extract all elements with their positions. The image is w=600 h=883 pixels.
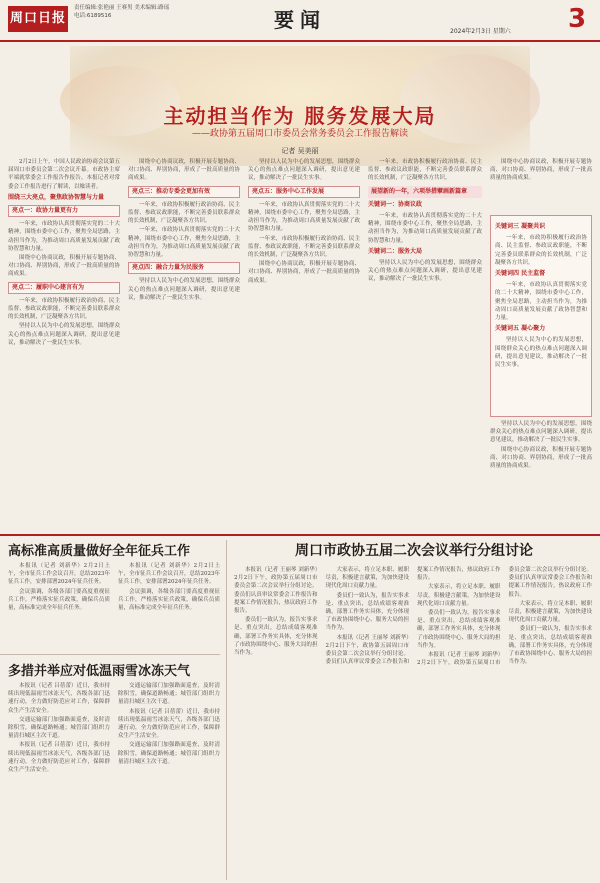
paragraph: 大家表示，将立足本职、履职尽责，积极建言献策，为加快建设现代化周口贡献力量。: [325, 567, 409, 590]
paragraph: 围绕中心协商议政，积极开展专题协商、对口协商、界别协商，形成了一批高质量的协商成果。: [128, 159, 240, 182]
paragraph: 一年来，市政协积极履行政治协商、民主监督、参政议政职能，不断完善委员联系群众的长效机制，广泛凝聚各方共识。: [128, 201, 240, 225]
paragraph: 一年来，市政协认真贯彻落实党的二十大精神，围绕市委中心工作，聚焦全局思路，主动担当作为，为推动周口高质量发展贡献了政协智慧和力量。: [248, 201, 360, 233]
section-heading: 亮点二：履职中心建言有为: [8, 282, 120, 294]
paragraph: 本报讯（记者 王丽琴 刘新华）2月2日下午，政协第五届周口市委员会第二次会议举行分组讨论。委员们认真审议常委会工作报告和提案工作情况报告，热议政府工作报告。: [234, 567, 318, 615]
paragraph: 委员们一致认为，报告实事求是、重点突出，总结成绩客观准确，部署工作务实具体，充分体现了市政协围绕中心、服务大局的担当作为。: [417, 610, 501, 649]
article-separator: [0, 654, 220, 655]
editors-line: 责任编辑:张艳丽 王赛男 美术编辑:路瑶: [74, 5, 170, 11]
paragraph: 围绕中心协商议政，积极开展专题协商、对口协商、界别协商，形成了一批高质量的协商成果。: [490, 159, 592, 182]
paragraph: 一年来，市政协积极履行政治协商、民主监督、参政议政职能，不断完善委员联系群众的长效机制，广泛凝聚各方共识。: [248, 235, 360, 259]
section-heading: 展望新的一年，六项举措擘画新篇章: [368, 186, 482, 198]
lead-lede: 2月2日上午，中国人民政治协商会议第五届周口市委员会第二次会议开幕。市政协主席平端就常委会工作报告作报告。本报记者对常委会工作报告进行了解读，以飨读者。: [8, 159, 120, 190]
keywords-box-content: [495, 220, 587, 412]
keyword-heading: 关键词二：服务大局: [368, 247, 423, 255]
editors-info: [74, 4, 169, 20]
paragraph: 坚持以人民为中心的发展思想，围绕群众关心的热点难点问题深入调研，提出意见建议，推动解决了一批民生实事。: [368, 260, 482, 283]
column-divider: [226, 540, 227, 880]
keyword-heading: 关键词五 凝心聚力: [495, 325, 546, 333]
paragraph: 交通运输部门加强路面巡查，及时清除积雪，确保道路畅通；城管部门组织力量清扫城区主次干道。: [118, 742, 220, 765]
paragraph: 大家表示，将立足本职、履职尽责，积极建言献策，为加快建设现代化周口贡献力量。: [508, 600, 592, 624]
paragraph: 会议强调，各级各部门要高度重视征兵工作，严格落实征兵政策，确保兵员质量，高标准完成全年征兵任务。: [8, 588, 110, 612]
paragraph: 坚持以人民为中心的发展思想，围绕群众关心的热点难点问题深入调研，提出意见建议，推动解决了一批民生实事。: [128, 278, 240, 301]
paragraph: 本报讯（记者 王丽琴 刘新华）2月2日下午，政协第五届周口市委员会第二次会议举行分组讨论。委员们认真审议常委会工作报告和提案工作情况报告，热议政府工作报告。: [417, 567, 592, 667]
paragraph: 委员们一致认为，报告实事求是、重点突出，总结成绩客观准确，部署工作务实具体，充分体现了市政协围绕中心、服务大局的担当作为。: [234, 617, 318, 657]
conscription-article-title: 高标准高质量做好全年征兵工作: [8, 544, 191, 559]
paragraph: 围绕中心协商议政，积极开展专题协商、对口协商、界别协商，形成了一批高质量的协商成果。: [490, 446, 592, 470]
lead-article-title: 主动担当作为 服务发展大局: [163, 104, 437, 128]
paragraph: 会议强调，各级各部门要高度重视征兵工作，严格落实征兵政策，确保兵员质量，高标准完成全年征兵任务。: [118, 588, 220, 612]
paragraph: 交通运输部门加强路面巡查，及时清除积雪，确保道路畅通；城管部门组织力量清扫城区主次干道。: [118, 683, 220, 706]
paragraph: 坚持以人民为中心的发展思想，围绕群众关心的热点难点问题深入调研，提出意见建议，推动解决了一批民生实事。: [490, 421, 592, 444]
date-line: 2024年2月3日 星期六: [450, 28, 511, 35]
paragraph: 交通运输部门加强路面巡查，及时清除积雪，确保道路畅通；城管部门组织力量清扫城区主次干道。: [8, 716, 110, 740]
cppcc-article-title: 周口市政协五届二次会议举行分组讨论: [295, 543, 533, 559]
paragraph: 坚持以人民为中心的发展思想，围绕群众关心的热点难点问题深入调研，提出意见建议，推动解决了一批民生实事。: [248, 159, 360, 182]
paragraph: 本报讯（记者 吕蓓蕾）近日，我市持续出现低温雨雪冰冻天气，各级各部门迅速行动，全力做好防范应对工作，保障群众生产生活安全。: [8, 742, 110, 774]
masthead-logo: 周口日报: [8, 6, 68, 32]
phone-line: 电话:6189516: [74, 13, 112, 19]
paragraph: 委员们一致认为，报告实事求是、重点突出，总结成绩客观准确，部署工作务实具体，充分体现了市政协围绕中心、服务大局的担当作为。: [508, 626, 592, 666]
page-number: 3: [568, 4, 587, 34]
paragraph: 大家表示，将立足本职、履职尽责，积极建言献策，为加快建设现代化周口贡献力量。: [417, 584, 501, 607]
paragraph: 本报讯（记者 刘新华）2月2日上午，全市征兵工作会议召开，总结2023年征兵工作，安排部署2024年征兵任务。: [8, 563, 110, 586]
cold-weather-article-body: [8, 682, 220, 878]
paragraph: 一年来，市政协积极履行政治协商、民主监督、参政议政职能，不断完善委员联系群众的长效机制，广泛凝聚各方共识。: [368, 159, 482, 182]
section-heading: 亮点一：政协力量更有力: [8, 205, 120, 217]
paragraph: 本报讯（记者 刘新华）2月2日上午，全市征兵工作会议召开，总结2023年征兵工作，安排部署2024年征兵任务。: [118, 563, 220, 586]
paragraph: 本报讯（记者 王丽琴 刘新华）2月2日下午，政协第五届周口市委员会第二次会议举行分组讨论。委员们认真审议常委会工作报告和提案工作情况报告，热议政府工作报告。: [325, 567, 501, 666]
paragraph: 坚持以人民为中心的发展思想，围绕群众关心的热点难点问题深入调研，提出意见建议，推动解决了一批民生实事。: [8, 323, 120, 346]
paragraph: 一年来，市政协认真贯彻落实党的二十大精神，围绕市委中心工作，聚焦全局思路，主动担当作为，为推动周口高质量发展贡献了政协智慧和力量。: [8, 221, 120, 252]
lead-column-3: [248, 158, 360, 530]
paragraph: 本报讯（记者 吕蓓蕾）近日，我市持续出现低温雨雪冰冻天气，各级各部门迅速行动，全力做好防范应对工作，保障群众生产生活安全。: [118, 708, 220, 740]
lead-column-1: [8, 158, 120, 530]
page-header: [0, 0, 600, 42]
conscription-article-body: [8, 562, 220, 650]
keywords-box: [490, 215, 592, 417]
paragraph: 一年来，市政协积极履行政治协商、民主监督、参政议政职能，不断完善委员联系群众的长效机制，广泛凝聚各方共识。: [8, 297, 120, 321]
section-heading: 亮点四：融合力量为民服务: [128, 262, 240, 274]
keyword-heading: 关键词三 凝聚共识: [495, 223, 546, 230]
lead-article-byline: 记者 吴美丽: [281, 147, 319, 155]
paragraph: 委员们一致认为，报告实事求是、重点突出，总结成绩客观准确，部署工作务实具体，充分体现了市政协围绕中心、服务大局的担当作为。: [325, 592, 409, 632]
paragraph: 围绕中心协商议政，积极开展专题协商、对口协商、界别协商，形成了一批高质量的协商成果。: [248, 261, 360, 284]
lead-article-subtitle: ——政协第五届周口市委员会常务委员会工作报告解读: [191, 129, 408, 139]
paragraph: 围绕中心协商议政，积极开展专题协商、对口协商、界别协商，形成了一批高质量的协商成果。: [8, 255, 120, 278]
paragraph: 坚持以人民为中心的发展思想，围绕群众关心的热点难点问题深入调研，提出意见建议，推动解决了一批民生实事。: [495, 337, 587, 369]
section-heading: 亮点五：服务中心工作发展: [248, 186, 360, 198]
paragraph: 一年来，市政协积极履行政治协商、民主监督、参政议政职能，不断完善委员联系群众的长效机制，广泛凝聚各方共识。: [495, 235, 587, 266]
paragraph: 本报讯（记者 吕蓓蕾）近日，我市持续出现低温雨雪冰冻天气，各级各部门迅速行动，全力做好防范应对工作，保障群众生产生活安全。: [8, 683, 110, 714]
cppcc-article-body: [234, 566, 592, 878]
paragraph: 一年来，市政协认真贯彻落实党的二十大精神，围绕市委中心工作，聚焦全局思路，主动担当作为，为推动周口高质量发展贡献了政协智慧和力量。: [128, 227, 240, 259]
keyword-heading: 关键词一：协商议政: [368, 200, 423, 208]
lead-column-5-bottom: [490, 420, 592, 530]
paragraph: 一年来，市政协认真贯彻落实党的二十大精神，围绕市委中心工作，聚焦全局思路，主动担当作为，为推动周口高质量发展贡献了政协智慧和力量。: [495, 282, 587, 322]
section-divider: [0, 534, 600, 536]
lead-column-2: [128, 158, 240, 530]
cold-weather-article-title: 多措并举应对低温雨雪冰冻天气: [8, 664, 191, 679]
lead-column-4: [368, 158, 482, 530]
lead-column-5-top: [490, 158, 592, 214]
keyword-heading: 关键词四 民主监督: [495, 270, 546, 278]
section-heading: 亮点三：推动专委会更加有效: [128, 186, 240, 198]
paragraph: 一年来，市政协认真贯彻落实党的二十大精神，围绕市委中心工作，聚焦全局思路，主动担当作为，为推动周口高质量发展贡献了政协智慧和力量。: [368, 213, 482, 244]
section-heading: 围绕三大亮点，聚焦政协智慧与力量: [8, 193, 105, 201]
section-title: 要闻: [274, 8, 326, 32]
